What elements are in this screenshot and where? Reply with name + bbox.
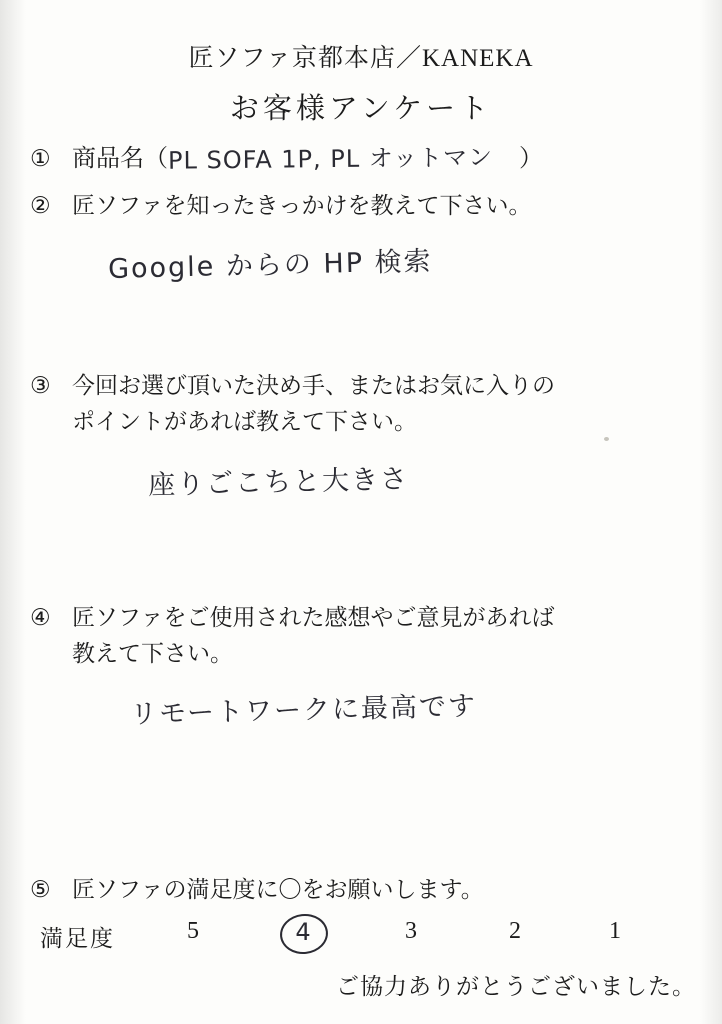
question-4-label-line1: 匠ソファをご使用された感想やご意見があれば	[72, 605, 555, 630]
question-1-close-paren: ）	[519, 146, 543, 172]
question-2	[30, 188, 698, 224]
question-3-answer: 座りごこちと大きさ	[147, 463, 410, 502]
question-3-label-line1: 今回お選び頂いた決め手、またはお気に入りの	[72, 373, 555, 398]
rating-option-5[interactable]: 5	[187, 918, 199, 944]
question-3-label-line2: ポイントがあれば教えて下さい。	[72, 408, 417, 434]
question-3-number: ③	[30, 373, 51, 398]
rating-scale[interactable]	[170, 918, 640, 958]
rating-option-4-value: 4	[295, 918, 311, 946]
page-title: お客様アンケート	[229, 93, 493, 125]
closing-message: ご協力ありがとうございました。	[336, 974, 696, 999]
question-2-answer: Google からの HP 検索	[107, 246, 433, 285]
circle-mark-icon	[278, 912, 330, 957]
question-5	[30, 872, 698, 908]
question-4	[30, 600, 698, 671]
question-5-label: 匠ソファの満足度に〇をお願いします。	[72, 877, 484, 902]
question-1	[30, 138, 698, 173]
rating-label: 満足度	[40, 926, 115, 951]
rating-option-4[interactable]	[288, 918, 318, 946]
rating-option-1[interactable]: 1	[609, 918, 621, 944]
question-3	[30, 368, 698, 439]
question-1-label: 商品名（	[72, 146, 168, 172]
rating-option-2[interactable]: 2	[509, 918, 521, 944]
question-1-answer: PL SOFA 1P, PL オットマン	[167, 143, 494, 175]
question-5-number: ⑤	[30, 877, 51, 902]
question-4-label-line2: 教えて下さい。	[72, 640, 233, 666]
question-4-answer: リモートワークに最高です	[129, 690, 478, 731]
paper-speck	[604, 437, 609, 441]
rating-option-3[interactable]: 3	[405, 918, 417, 944]
question-1-number: ①	[30, 146, 51, 171]
question-2-number: ②	[30, 193, 51, 218]
question-2-label: 匠ソファを知ったきっかけを教えて下さい。	[72, 193, 532, 218]
store-name: 匠ソファ京都本店／KANEKA	[188, 45, 534, 72]
question-4-number: ④	[30, 605, 51, 630]
